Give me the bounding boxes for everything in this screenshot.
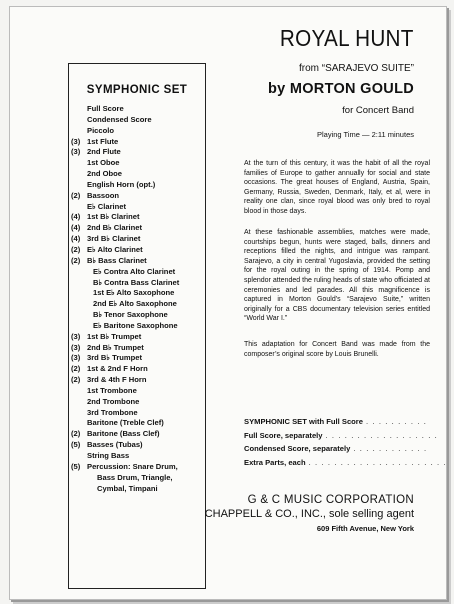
price-item-label: Extra Parts, each bbox=[244, 457, 306, 467]
part-name: 2nd Trombone bbox=[87, 396, 140, 406]
part-name: 3rd Trombone bbox=[87, 407, 138, 417]
part-name: 3rd & 4th F Horn bbox=[87, 375, 147, 385]
part-list-item bbox=[69, 440, 205, 451]
part-name: B♭ Contra Bass Clarinet bbox=[93, 277, 180, 287]
price-item-label: Full Score, separately bbox=[244, 430, 323, 440]
part-list-item bbox=[69, 191, 205, 202]
part-list-item bbox=[69, 343, 205, 354]
part-name: 1st Trombone bbox=[87, 385, 137, 395]
part-quantity: (3) bbox=[71, 353, 81, 363]
part-quantity: (2) bbox=[71, 190, 81, 200]
price-leader-dots: . . . . . . . . . . . . . . . . . . bbox=[325, 430, 438, 440]
sheet-music-cover-page bbox=[9, 6, 447, 600]
part-name: 3rd B♭ Trumpet bbox=[87, 353, 143, 363]
part-name: Condensed Score bbox=[87, 114, 152, 124]
part-name: E♭ Baritone Saxophone bbox=[93, 320, 178, 330]
part-name: Baritone (Treble Clef) bbox=[87, 418, 164, 428]
price-list-item bbox=[244, 429, 438, 443]
part-quantity: (2) bbox=[71, 255, 81, 265]
part-quantity: (3) bbox=[71, 331, 81, 341]
part-list-item bbox=[69, 288, 205, 299]
part-quantity: (2) bbox=[71, 429, 81, 439]
part-name: English Horn (opt.) bbox=[87, 179, 156, 189]
part-list-item bbox=[69, 169, 205, 180]
page-title: ROYAL HUNT bbox=[280, 25, 414, 51]
part-name: Piccolo bbox=[87, 125, 115, 135]
part-name: B♭ Tenor Saxophone bbox=[93, 310, 168, 320]
part-quantity: (4) bbox=[71, 212, 81, 222]
price-leader-dots: . . . . . . . . . . . . bbox=[353, 444, 428, 453]
part-name: Baritone (Bass Clef) bbox=[87, 429, 160, 439]
part-name: 1st B♭ Trumpet bbox=[87, 331, 142, 341]
part-list-item bbox=[69, 364, 205, 375]
part-quantity: (3) bbox=[71, 342, 81, 352]
composer-credit: by MORTON GOULD bbox=[267, 81, 414, 97]
part-name: 2nd Oboe bbox=[87, 169, 123, 179]
publisher-name: G & C MUSIC CORPORATION bbox=[247, 494, 414, 506]
part-name: 2nd Flute bbox=[87, 147, 121, 157]
part-name: Bass Drum, Triangle, bbox=[97, 472, 173, 482]
part-list-item bbox=[69, 375, 205, 386]
part-list-item bbox=[69, 267, 205, 278]
part-list-item bbox=[69, 256, 205, 267]
part-list-item bbox=[69, 104, 205, 115]
part-list-item bbox=[69, 397, 205, 408]
price-list-item bbox=[244, 415, 428, 429]
part-name: E♭ Alto Clarinet bbox=[87, 244, 143, 254]
price-leader-dots: . . . . . . . . . . bbox=[365, 417, 427, 426]
part-list-item bbox=[69, 418, 205, 429]
symphonic-set-box bbox=[68, 63, 206, 589]
part-list-item bbox=[69, 115, 205, 126]
part-list-item bbox=[69, 462, 205, 473]
part-list-item bbox=[69, 310, 205, 321]
part-quantity: (4) bbox=[71, 223, 81, 233]
part-quantity: (3) bbox=[71, 147, 81, 157]
part-list-item bbox=[69, 299, 205, 310]
playing-time: Playing Time — 2:11 minutes bbox=[317, 130, 414, 139]
part-list-item bbox=[69, 278, 205, 289]
part-name: E♭ Contra Alto Clarinet bbox=[93, 266, 176, 276]
part-quantity: (2) bbox=[71, 364, 81, 374]
part-quantity: (5) bbox=[71, 461, 81, 471]
part-name: 1st Oboe bbox=[87, 158, 120, 168]
part-name: 2nd B♭ Clarinet bbox=[87, 223, 143, 233]
part-list-item bbox=[69, 202, 205, 213]
part-name: 2nd B♭ Trumpet bbox=[87, 342, 144, 352]
price-list-item bbox=[244, 456, 447, 470]
part-list-item bbox=[69, 147, 205, 158]
part-name: Percussion: Snare Drum, bbox=[87, 461, 178, 471]
part-list-item bbox=[69, 158, 205, 169]
part-list-item bbox=[69, 484, 205, 495]
part-name: 1st E♭ Alto Saxophone bbox=[93, 288, 175, 298]
part-quantity: (2) bbox=[71, 375, 81, 385]
part-list-item bbox=[69, 137, 205, 148]
description-paragraph: At the turn of this century, it was the habit of all the royal families of Europe to gather annually for social and state occasions. The great houses of England, Austria, Spain, Germany, Russia, Sweden, Denmark, Italy, et al, were in reality one clan, since royal blood was only bred to royal blood in those days. bbox=[244, 160, 430, 215]
part-name: E♭ Clarinet bbox=[87, 201, 127, 211]
part-list-item bbox=[69, 234, 205, 245]
part-quantity: (4) bbox=[71, 234, 81, 244]
part-name: Full Score bbox=[87, 104, 124, 113]
source-work: from “SARAJEVO SUITE” bbox=[298, 63, 414, 74]
description-paragraph: This adaptation for Concert Band was made from the composer’s original score by Louis Brunelli. bbox=[244, 341, 430, 358]
part-name: B♭ Bass Clarinet bbox=[87, 255, 147, 265]
part-list-item bbox=[69, 408, 205, 419]
part-name: Bassoon bbox=[87, 190, 120, 200]
part-quantity: (2) bbox=[71, 244, 81, 254]
part-list-item bbox=[69, 126, 205, 137]
part-list-item bbox=[69, 321, 205, 332]
part-quantity: (5) bbox=[71, 440, 81, 450]
part-list-item bbox=[69, 212, 205, 223]
part-list-item bbox=[69, 473, 205, 484]
part-list-item bbox=[69, 223, 205, 234]
part-name: Basses (Tubas) bbox=[87, 440, 143, 450]
part-list-item bbox=[69, 386, 205, 397]
parts-list bbox=[69, 104, 205, 494]
price-list-item bbox=[244, 442, 428, 456]
price-item-label: SYMPHONIC SET with Full Score bbox=[244, 417, 363, 426]
price-list bbox=[244, 415, 447, 469]
part-list-item bbox=[69, 332, 205, 343]
symphonic-set-title: SYMPHONIC SET bbox=[86, 84, 188, 96]
selling-agent: CHAPPELL & CO., INC., sole selling agent bbox=[204, 508, 414, 520]
part-name: 1st Flute bbox=[87, 136, 119, 146]
publisher-address: 609 Fifth Avenue, New York bbox=[316, 524, 414, 533]
part-name: 1st B♭ Clarinet bbox=[87, 212, 140, 222]
price-leader-dots: . . . . . . . . . . . . . . . . . . . . . . bbox=[308, 457, 447, 467]
part-name: 3rd B♭ Clarinet bbox=[87, 234, 141, 244]
price-item-label: Condensed Score, separately bbox=[244, 444, 351, 453]
part-name: Cymbal, Timpani bbox=[97, 483, 158, 493]
instrumentation-note: for Concert Band bbox=[342, 105, 414, 116]
part-list-item bbox=[69, 245, 205, 256]
description-paragraph: At these fashionable assemblies, matches were made, courtships begun, hunts were staged, balls, dinners and receptions filled the nights, and intrigue was rampant. Sarajevo, a city in central Yugoslavia, provided the setting for the royal outing in the spring of 1914. Pomp and splendor attended the ruling heads of state who officiated at ceremonies and led parades. All this magnificence is captured in Morton Gould’s “Sarajevo Suite,” written originally for a CBS documentary television series entitled “World War I.” bbox=[244, 229, 430, 323]
part-list-item bbox=[69, 353, 205, 364]
part-list-item bbox=[69, 429, 205, 440]
part-list-item bbox=[69, 451, 205, 462]
part-name: 1st & 2nd F Horn bbox=[87, 364, 148, 374]
part-list-item bbox=[69, 180, 205, 191]
part-name: String Bass bbox=[87, 451, 130, 460]
part-name: 2nd E♭ Alto Saxophone bbox=[93, 299, 177, 309]
part-quantity: (3) bbox=[71, 136, 81, 146]
